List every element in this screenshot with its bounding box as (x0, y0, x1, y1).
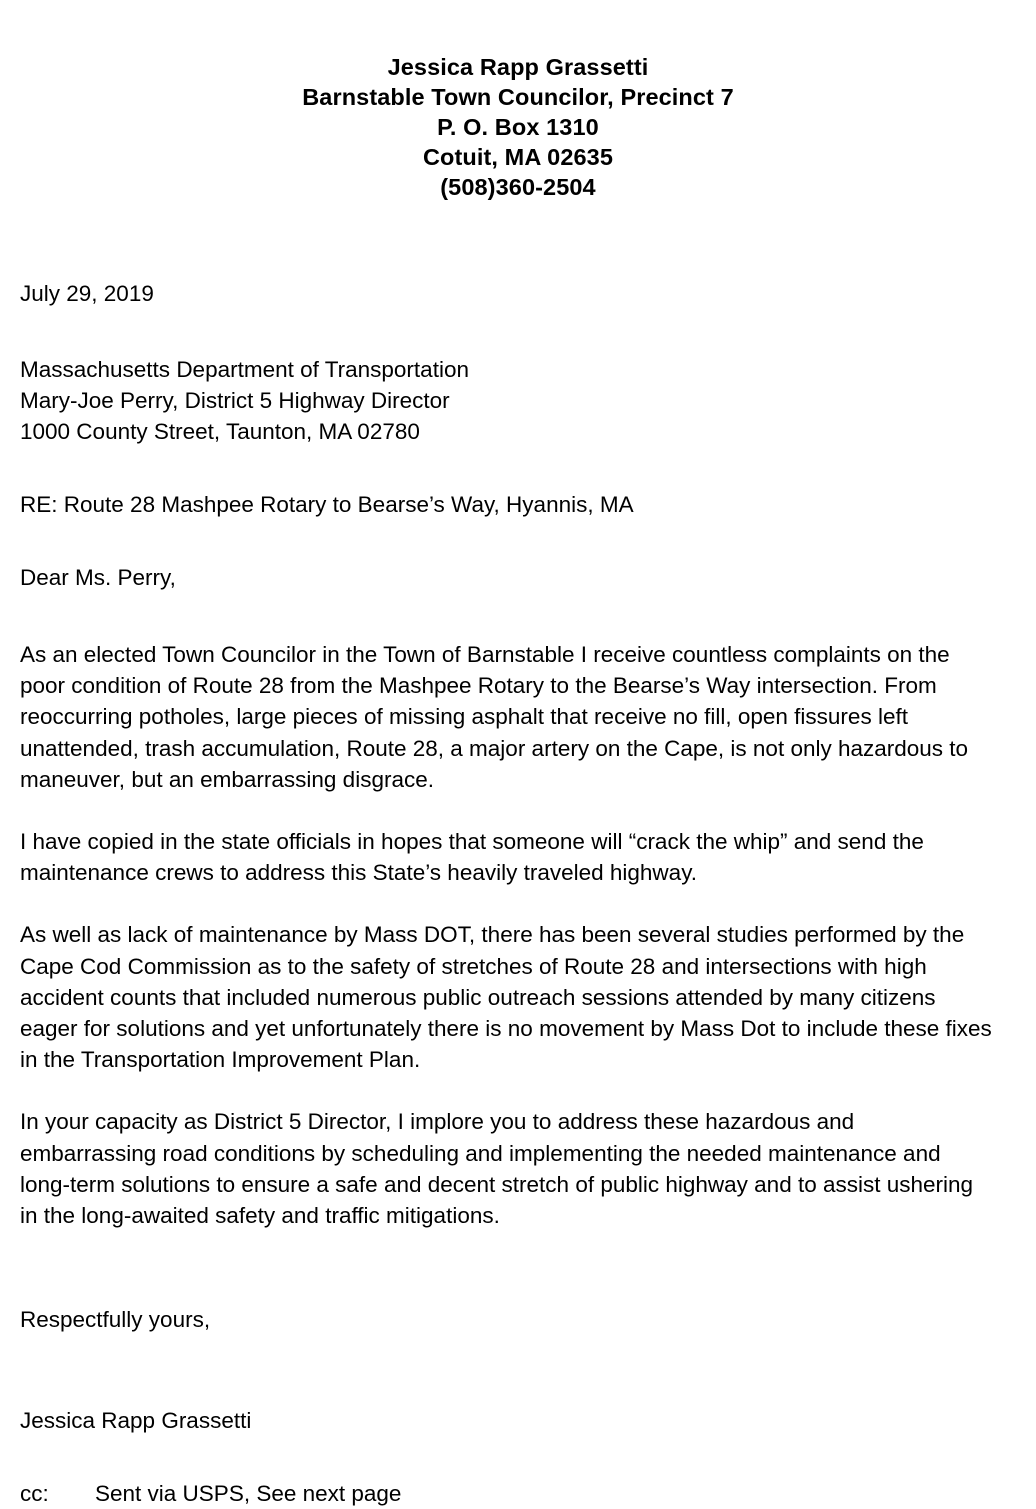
salutation: Dear Ms. Perry, (20, 565, 176, 590)
recipient-address-block (20, 354, 995, 447)
signature-name: Jessica Rapp Grassetti (20, 1408, 252, 1434)
letter-paragraphs (20, 639, 995, 1231)
subject-line: RE: Route 28 Mashpee Rotary to Bearse’s Way, Hyannis, MA (20, 492, 634, 517)
recipient-organization: Massachusetts Department of Transportation (20, 357, 469, 382)
letter-date: July 29, 2019 (20, 281, 154, 306)
body-paragraph: As well as lack of maintenance by Mass DOT, there has been several studies performed by the Cape Cod Commission as to the safety of stretches of Route 28 and intersections with high accident counts that included numerous public outreach sessions attended by many citizens eager for solutions and yet unfortunately there is no movement by Mass Dot to include these fixes in the Transportation Improvement Plan. (20, 922, 992, 1073)
body-paragraph: In your capacity as District 5 Director, I implore you to address these hazardous and embarrassing road conditions by scheduling and implementing the needed maintenance and long-term solutions to ensure a safe and decent stretch of public highway and to assist ushering in the long-awaited safety and traffic mitigations. (20, 1109, 974, 1229)
body-paragraph: As an elected Town Councilor in the Town of Barnstable I receive countless complaints on the poor condition of Route 28 from the Mashpee Rotary to the Bearse’s Way intersection. From reoccurring potholes, large pieces of missing asphalt that receive no fill, open fissures left unattended, trash accumulation, Route 28, a major artery on the Cape, is not only hazardous to maneuver, but an embarrassing disgrace. (20, 642, 969, 792)
closing-salutation: Respectfully yours, (20, 1307, 211, 1333)
letterhead (0, 0, 1036, 202)
cc-value: Sent via USPS, See next page (95, 1481, 402, 1507)
letterhead-po-box: P. O. Box 1310 (437, 114, 599, 140)
recipient-person: Mary-Joe Perry, District 5 Highway Director (20, 388, 450, 413)
letterhead-phone: (508)360-2504 (440, 174, 596, 200)
letterhead-name: Jessica Rapp Grassetti (387, 54, 649, 80)
cc-line (20, 1478, 995, 1509)
body-paragraph: I have copied in the state officials in hopes that someone will “crack the whip” and send the maintenance crews to address this State’s heavily traveled highway. (20, 829, 924, 886)
letterhead-title: Barnstable Town Councilor, Precinct 7 (302, 84, 734, 110)
cc-label: cc: (20, 1481, 49, 1507)
letter-body (20, 279, 995, 1509)
letterhead-city-state-zip: Cotuit, MA 02635 (422, 144, 614, 170)
recipient-street-city: 1000 County Street, Taunton, MA 02780 (20, 419, 420, 444)
